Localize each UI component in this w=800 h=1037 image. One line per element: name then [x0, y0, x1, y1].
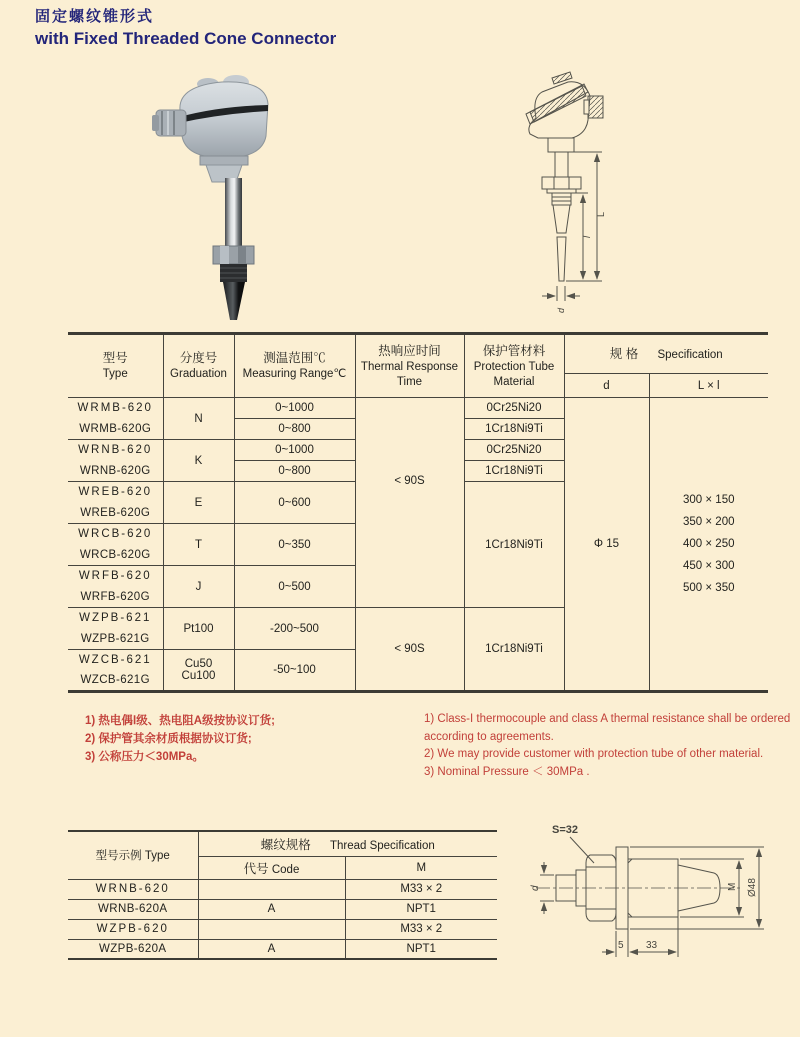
range-cell: -50~100	[234, 650, 355, 692]
col-header-material: 保护管材料 Protection Tube Material	[464, 334, 564, 398]
page-title-english: with Fixed Threaded Cone Connector	[35, 29, 337, 48]
specification-table	[68, 332, 768, 693]
material-cell: 1Cr18Ni9Ti	[464, 461, 564, 482]
dim-d-label: d	[530, 885, 541, 891]
dim-s32-label: S=32	[552, 824, 578, 836]
diameter-cell: Φ 15	[564, 398, 649, 692]
col-header-graduation: 分度号 Graduation	[163, 334, 234, 398]
material-cell: 0Cr25Ni20	[464, 440, 564, 461]
model-cell: WZCB-621	[68, 650, 163, 671]
note-line: 3) Nominal Pressure ＜ 30MPa .	[424, 765, 590, 778]
col-header-range: 测温范围℃ Measuring Range℃	[234, 334, 355, 398]
range-cell: -200~500	[234, 608, 355, 650]
model-cell: WREB-620	[68, 482, 163, 503]
table-row	[68, 879, 497, 899]
m-cell: NPT1	[345, 939, 497, 959]
graduation-cell: K	[163, 440, 234, 482]
model-cell: WRCB-620	[68, 524, 163, 545]
type-cell: WZPB-620A	[68, 939, 198, 959]
graduation-cell: J	[163, 566, 234, 608]
model-cell: WRMB-620	[68, 398, 163, 419]
model-cell: WZCB-621G	[68, 671, 163, 692]
thermal-cell: < 90S	[355, 608, 464, 692]
graduation-cell: Pt100	[163, 608, 234, 650]
notes-english	[424, 711, 794, 781]
cone-tip	[223, 282, 245, 320]
col-header-lxl: L × l	[649, 374, 768, 398]
dim-L-label: L	[596, 211, 606, 217]
graduation-cell: Cu50 Cu100	[163, 650, 234, 692]
code-cell	[198, 919, 345, 939]
thread-specification-table	[68, 830, 497, 960]
head-flange	[200, 156, 248, 165]
header-row-1	[68, 334, 768, 374]
m-cell: NPT1	[345, 899, 497, 919]
type-cell: WZPB-620	[68, 919, 198, 939]
note-line: 3) 公称压力＜30MPa。	[85, 751, 204, 763]
hex-nut	[213, 246, 254, 264]
col-header-specification: 规 格 Specification	[564, 334, 768, 374]
probe-tube	[225, 178, 242, 248]
note-line: 1) Class-I thermocouple and class A thermal resistance shall be ordered according to agreements.	[424, 713, 791, 743]
model-cell: WREB-620G	[68, 503, 163, 524]
dim-33-label: 33	[646, 940, 658, 951]
material-cell: 1Cr18Ni9Ti	[464, 419, 564, 440]
type-cell: WRNB-620	[68, 879, 198, 899]
connector-detail-drawing	[528, 815, 783, 985]
col-header-thread-spec: 螺纹规格 Thread Specification	[198, 831, 497, 856]
table-row	[68, 919, 497, 939]
note-line: 1) 热电偶Ⅰ级、热电阻A级按协议订货;	[85, 715, 275, 727]
page-title	[35, 7, 336, 51]
code-cell: A	[198, 899, 345, 919]
model-cell: WRNB-620G	[68, 461, 163, 482]
model-cell: WRFB-620G	[68, 587, 163, 608]
notes-chinese	[85, 712, 415, 766]
dim-l-label: l	[582, 236, 592, 238]
cable-gland	[156, 110, 186, 136]
graduation-cell: E	[163, 482, 234, 524]
model-cell: WRNB-620	[68, 440, 163, 461]
page-title-chinese: 固定螺纹锥形式	[35, 8, 155, 25]
code-cell	[198, 879, 345, 899]
range-cell: 0~350	[234, 524, 355, 566]
col-header-type-example: 型号示例 Type	[68, 831, 198, 879]
range-cell: 0~800	[234, 419, 355, 440]
dim-5-label: 5	[618, 940, 624, 951]
model-cell: WZPB-621	[68, 608, 163, 629]
graduation-cell: T	[163, 524, 234, 566]
model-cell: WRFB-620	[68, 566, 163, 587]
material-cell: 1Cr18Ni9Ti	[464, 608, 564, 692]
col-header-type: 型号 Type	[68, 334, 163, 398]
table-row	[68, 899, 497, 919]
header-row-1	[68, 831, 497, 856]
range-cell: 0~500	[234, 566, 355, 608]
probe-photo	[150, 70, 330, 322]
m-cell: M33 × 2	[345, 919, 497, 939]
col-header-m: M	[345, 856, 497, 879]
note-line: 2) We may provide customer with protection tube of other material.	[424, 748, 764, 760]
range-cell: 0~1000	[234, 398, 355, 419]
range-cell: 0~1000	[234, 440, 355, 461]
dim-m-label: M	[727, 882, 738, 891]
graduation-cell: N	[163, 398, 234, 440]
col-header-code: 代号 Code	[198, 856, 345, 879]
probe-line-drawing	[480, 70, 680, 325]
col-header-d: d	[564, 374, 649, 398]
material-cell: 0Cr25Ni20	[464, 398, 564, 419]
dim-d-label: d	[556, 307, 566, 313]
code-cell: A	[198, 939, 345, 959]
range-cell: 0~600	[234, 482, 355, 524]
model-cell: WRCB-620G	[68, 545, 163, 566]
material-cell: 1Cr18Ni9Ti	[464, 482, 564, 608]
note-line: 2) 保护管其余材质根据协议订货;	[85, 733, 252, 745]
range-cell: 0~800	[234, 461, 355, 482]
dim-dia48-label: Ø48	[747, 878, 758, 897]
type-cell: WRNB-620A	[68, 899, 198, 919]
table-row	[68, 398, 768, 419]
col-header-thermal: 热响应时间 Thermal Response Time	[355, 334, 464, 398]
thermal-cell: < 90S	[355, 398, 464, 608]
lxl-cell: 300 × 150 350 × 200 400 × 250 450 × 300 500 × 350	[649, 398, 768, 692]
table-row	[68, 939, 497, 959]
model-cell: WZPB-621G	[68, 629, 163, 650]
m-cell: M33 × 2	[345, 879, 497, 899]
model-cell: WRMB-620G	[68, 419, 163, 440]
